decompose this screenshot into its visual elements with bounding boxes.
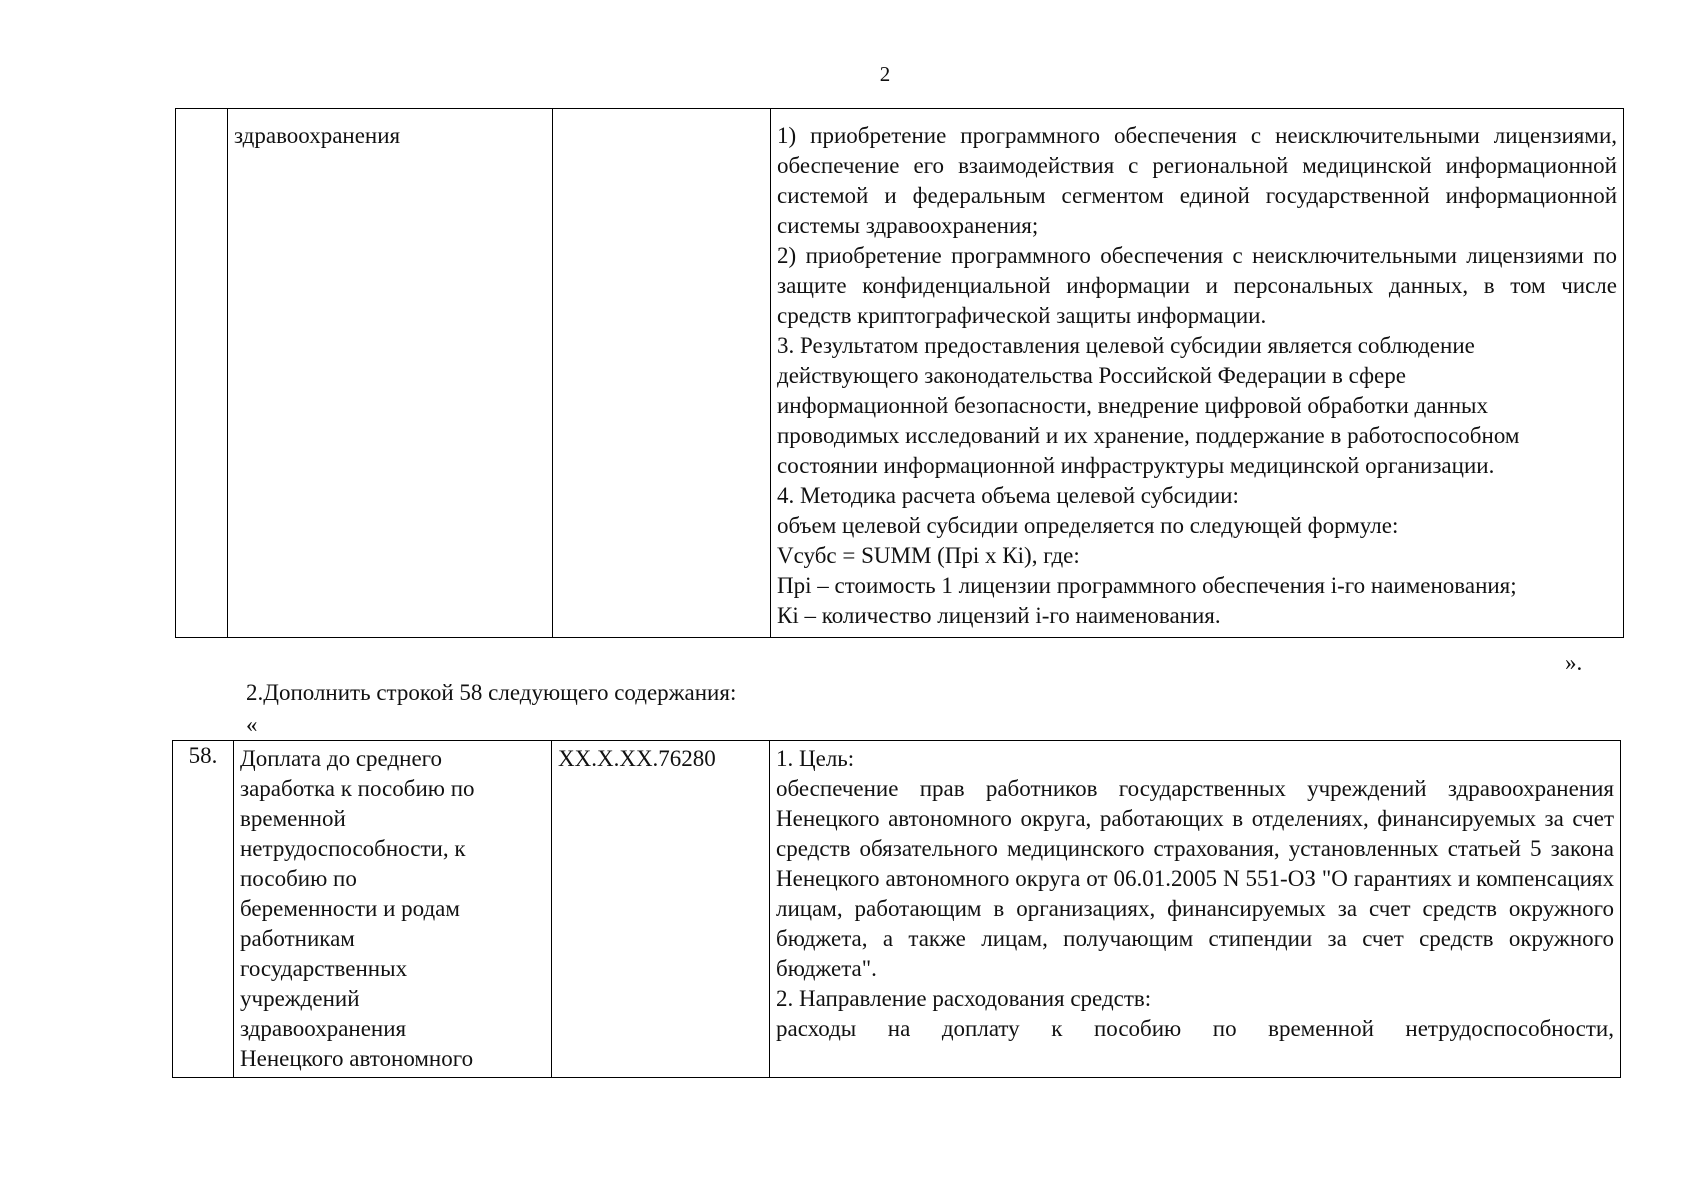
formula-line: Vсубс = SUMM (Прi x Кi), где: [777, 543, 1080, 568]
row-name-line: нетрудоспособности, к [240, 836, 466, 861]
row-name-line: пособию по [240, 866, 357, 891]
description-paragraph: 1) приобретение программного обеспечения с неисключительными лицензиями, обеспечение его взаимодействия с региональной медицинской информационной системой и федеральным сегментом единой государственной информационной системы здравоохранения; [777, 123, 1617, 238]
description-line: состоянии информационной инфраструктуры медицинской организации. [777, 453, 1495, 478]
row-name-line: работникам [240, 926, 355, 951]
closing-quote: ». [1565, 650, 1583, 675]
row-name-line: беременности и родам [240, 896, 460, 921]
table-continuation [175, 108, 1624, 638]
description-line: 3. Результатом предоставления целевой субсидии является соблюдение [777, 333, 1475, 358]
row-name-line: здравоохранения [240, 1016, 407, 1041]
row-name-cell [234, 741, 552, 1078]
row-name-text: здравоохранения [234, 123, 401, 148]
row-name-cell [228, 109, 553, 638]
row-description-cell [770, 741, 1621, 1078]
opening-quote: « [246, 712, 258, 737]
row-code-cell [552, 741, 770, 1078]
row-description-cell [771, 109, 1624, 638]
table-row [176, 109, 1624, 638]
page-number: 2 [879, 62, 891, 86]
description-line: проводимых исследований и их хранение, поддержание в работоспособном [777, 423, 1520, 448]
description-line: Прi – стоимость 1 лицензии программного обеспечения i-го наименования; [777, 573, 1517, 598]
description-line: действующего законодательства Российской Федерации в сфере [777, 363, 1406, 388]
row-number-cell [173, 741, 234, 1078]
description-paragraph: 2) приобретение программного обеспечения с неисключительными лицензиями по защите конфиденциальной информации и персональных данных, в том числе средств криптографической защиты информации. [777, 243, 1617, 328]
description-line: объем целевой субсидии определяется по следующей формуле: [777, 513, 1399, 538]
row-name-line: временной [240, 806, 346, 831]
amendment-instruction: 2.Дополнить строкой 58 следующего содержания: [246, 680, 737, 705]
row-name-line: заработка к пособию по [240, 776, 475, 801]
description-line: информационной безопасности, внедрение цифровой обработки данных [777, 393, 1489, 418]
row-name-line: учреждений [240, 986, 360, 1011]
row-number: 58. [188, 743, 218, 768]
direction-text: расходы на доплату к пособию по временной нетрудоспособности, [776, 1016, 1614, 1041]
row-code: XX.X.XX.76280 [558, 746, 716, 771]
table-row [173, 741, 1621, 1078]
table-new-row [172, 740, 1621, 1078]
direction-heading: 2. Направление расходования средств: [776, 986, 1152, 1011]
description-line: 4. Методика расчета объема целевой субсидии: [777, 483, 1239, 508]
row-name-line: Ненецкого автономного [240, 1046, 474, 1071]
row-name-line: Доплата до среднего [240, 746, 443, 771]
row-name-line: государственных [240, 956, 408, 981]
row-code-cell [553, 109, 771, 638]
row-number-cell [176, 109, 228, 638]
goal-heading: 1. Цель: [776, 746, 855, 771]
description-line: Кi – количество лицензий i-го наименования. [777, 603, 1221, 628]
goal-text: обеспечение прав работников государственных учреждений здравоохранения Ненецкого автономного округа, работающих в отделениях, финансируемых за счет средств обязательного медицинского страхования, установленных статьей 5 закона Ненецкого автономного округа от 06.01.2005 N 551-ОЗ "О гарантиях и компенсациях лицам, работающим в организациях, финансируемых за счет средств окружного бюджета, а также лицам, получающим стипендии за счет средств окружного бюджета". [776, 776, 1614, 981]
